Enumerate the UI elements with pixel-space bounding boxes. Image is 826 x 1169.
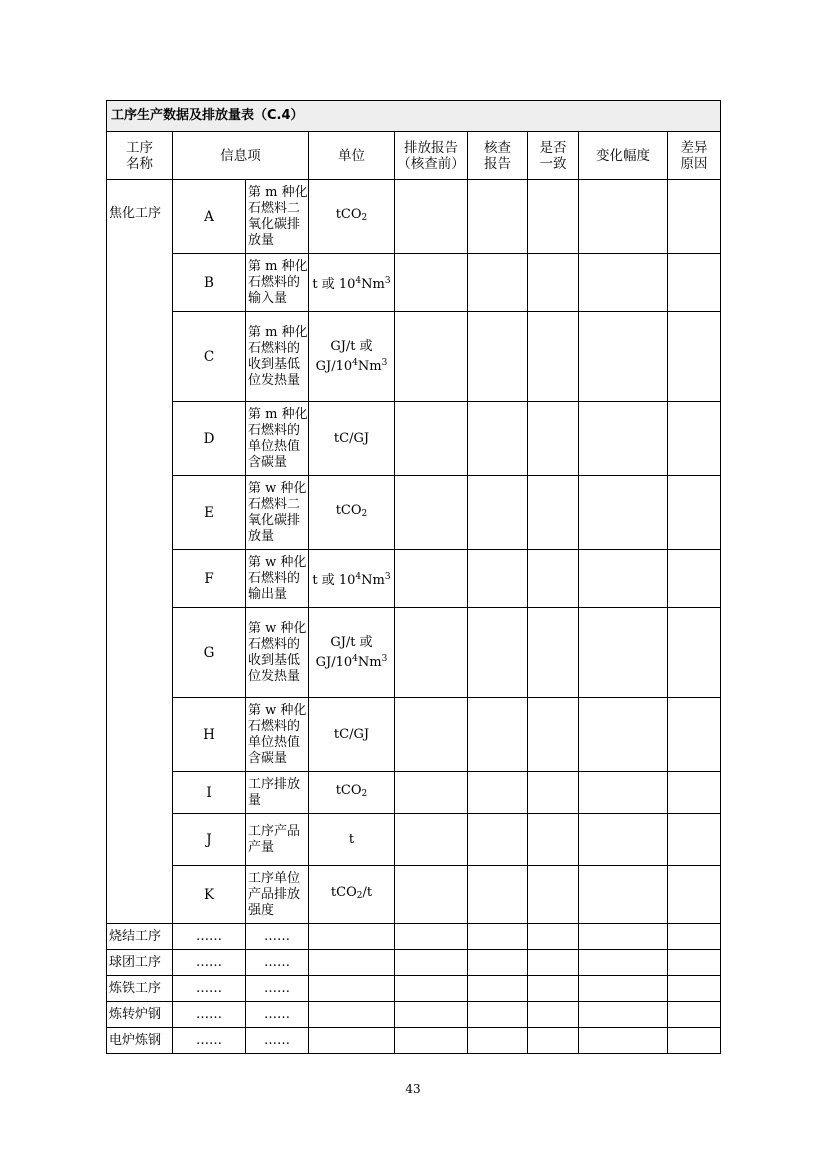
table-row xyxy=(107,550,721,608)
consistent-value-cell[interactable] xyxy=(528,180,579,254)
change-value-cell[interactable] xyxy=(579,950,668,976)
process-name-coking: 焦化工序 xyxy=(107,180,173,924)
info-unit: tC/GJ xyxy=(309,698,395,772)
change-value-cell[interactable] xyxy=(579,476,668,550)
info-unit: tCO$_2$ xyxy=(309,772,395,814)
verify-value-cell[interactable] xyxy=(468,312,528,402)
table-row xyxy=(107,814,721,866)
info-description: 工序排放量 xyxy=(246,772,309,814)
info-description: 第 w 种化石燃料的输出量 xyxy=(246,550,309,608)
info-description: 第 w 种化石燃料的单位热值含碳量 xyxy=(246,698,309,772)
info-description: 第 w 种化石燃料二氧化碳排放量 xyxy=(246,476,309,550)
reason-value-cell[interactable] xyxy=(668,476,721,550)
change-value-cell[interactable] xyxy=(579,698,668,772)
header-report-label: 排放报告 （核查前） xyxy=(397,139,465,172)
change-value-cell[interactable] xyxy=(579,924,668,950)
verify-value-cell[interactable] xyxy=(468,976,528,1002)
change-value-cell[interactable] xyxy=(579,254,668,312)
process-name: 炼转炉钢 xyxy=(107,1002,173,1028)
verify-value-cell[interactable] xyxy=(468,814,528,866)
table-row xyxy=(107,772,721,814)
process-name: 烧结工序 xyxy=(107,924,173,950)
change-value-cell[interactable] xyxy=(579,180,668,254)
verify-value-cell[interactable] xyxy=(468,476,528,550)
info-code: J xyxy=(173,814,246,866)
header-row xyxy=(107,132,721,180)
info-unit: tCO$_2$/t xyxy=(309,866,395,924)
table-row xyxy=(107,924,721,950)
change-value-cell[interactable] xyxy=(579,312,668,402)
change-value-cell[interactable] xyxy=(579,976,668,1002)
report-value-cell[interactable] xyxy=(395,180,468,254)
process-name: 球团工序 xyxy=(107,950,173,976)
reason-value-cell[interactable] xyxy=(668,924,721,950)
report-value-cell[interactable] xyxy=(395,608,468,698)
report-value-cell[interactable] xyxy=(395,1002,468,1028)
verify-value-cell[interactable] xyxy=(468,402,528,476)
header-unit: 单位 xyxy=(309,132,395,180)
header-process-label: 工序 名称 xyxy=(126,139,153,172)
table-row xyxy=(107,976,721,1002)
info-unit: tC/GJ xyxy=(309,402,395,476)
info-code: …… xyxy=(173,1002,246,1028)
reason-value-cell[interactable] xyxy=(668,608,721,698)
info-code: I xyxy=(173,772,246,814)
reason-value-cell[interactable] xyxy=(668,772,721,814)
report-value-cell[interactable] xyxy=(395,950,468,976)
info-code: …… xyxy=(173,924,246,950)
header-reason xyxy=(668,132,721,180)
header-reason-label: 差异 原因 xyxy=(680,139,708,172)
reason-value-cell[interactable] xyxy=(668,1028,721,1054)
info-description: 工序单位产品排放强度 xyxy=(246,866,309,924)
info-code: …… xyxy=(173,976,246,1002)
consistent-value-cell[interactable] xyxy=(528,402,579,476)
report-value-cell[interactable] xyxy=(395,476,468,550)
title-row xyxy=(107,101,721,132)
info-code: B xyxy=(173,254,246,312)
info-code: E xyxy=(173,476,246,550)
consistent-value-cell[interactable] xyxy=(528,772,579,814)
info-description: …… xyxy=(246,924,309,950)
info-description: …… xyxy=(246,1002,309,1028)
reason-value-cell[interactable] xyxy=(668,698,721,772)
reason-value-cell[interactable] xyxy=(668,866,721,924)
report-value-cell[interactable] xyxy=(395,976,468,1002)
verify-value-cell[interactable] xyxy=(468,254,528,312)
info-unit: t xyxy=(309,814,395,866)
reason-value-cell[interactable] xyxy=(668,950,721,976)
header-verify-label: 核查 报告 xyxy=(484,139,511,172)
consistent-value-cell[interactable] xyxy=(528,950,579,976)
unit-value-cell[interactable] xyxy=(309,1028,395,1054)
info-description: …… xyxy=(246,1028,309,1054)
unit-value-cell[interactable] xyxy=(309,950,395,976)
verify-value-cell[interactable] xyxy=(468,180,528,254)
consistent-value-cell[interactable] xyxy=(528,1002,579,1028)
verify-value-cell[interactable] xyxy=(468,1002,528,1028)
verify-value-cell[interactable] xyxy=(468,1028,528,1054)
table-row xyxy=(107,698,721,772)
info-code: A xyxy=(173,180,246,254)
reason-value-cell[interactable] xyxy=(668,550,721,608)
table-title: 工序生产数据及排放量表（C.4） xyxy=(107,101,721,132)
verify-value-cell[interactable] xyxy=(468,772,528,814)
reason-value-cell[interactable] xyxy=(668,976,721,1002)
report-value-cell[interactable] xyxy=(395,254,468,312)
unit-value-cell[interactable] xyxy=(309,976,395,1002)
report-value-cell[interactable] xyxy=(395,866,468,924)
unit-value-cell[interactable] xyxy=(309,1002,395,1028)
report-value-cell[interactable] xyxy=(395,1028,468,1054)
verify-value-cell[interactable] xyxy=(468,608,528,698)
report-value-cell[interactable] xyxy=(395,698,468,772)
consistent-value-cell[interactable] xyxy=(528,312,579,402)
table-row xyxy=(107,476,721,550)
consistent-value-cell[interactable] xyxy=(528,698,579,772)
process-name: 炼铁工序 xyxy=(107,976,173,1002)
verify-value-cell[interactable] xyxy=(468,924,528,950)
report-value-cell[interactable] xyxy=(395,312,468,402)
info-code: C xyxy=(173,312,246,402)
process-data-table xyxy=(106,100,721,1054)
consistent-value-cell[interactable] xyxy=(528,254,579,312)
info-unit: GJ/t 或 $GJ/10^4Nm^3$ xyxy=(309,608,395,698)
report-value-cell[interactable] xyxy=(395,924,468,950)
verify-value-cell[interactable] xyxy=(468,866,528,924)
header-consistent xyxy=(528,132,579,180)
table-row xyxy=(107,950,721,976)
consistent-value-cell[interactable] xyxy=(528,814,579,866)
report-value-cell[interactable] xyxy=(395,550,468,608)
info-description: 工序产品产量 xyxy=(246,814,309,866)
table-row xyxy=(107,402,721,476)
header-change: 变化幅度 xyxy=(579,132,668,180)
table-row xyxy=(107,180,721,254)
info-unit: tCO$_2$ xyxy=(309,476,395,550)
info-code: …… xyxy=(173,950,246,976)
change-value-cell[interactable] xyxy=(579,1002,668,1028)
info-description: …… xyxy=(246,976,309,1002)
info-code: G xyxy=(173,608,246,698)
info-description: 第 m 种化石燃料二氧化碳排放量 xyxy=(246,180,309,254)
info-unit: t 或 $10^4Nm^3$ xyxy=(309,550,395,608)
consistent-value-cell[interactable] xyxy=(528,924,579,950)
change-value-cell[interactable] xyxy=(579,550,668,608)
table-row xyxy=(107,312,721,402)
reason-value-cell[interactable] xyxy=(668,180,721,254)
info-code: …… xyxy=(173,1028,246,1054)
consistent-value-cell[interactable] xyxy=(528,608,579,698)
table-row xyxy=(107,1028,721,1054)
info-unit: GJ/t 或 $GJ/10^4Nm^3$ xyxy=(309,312,395,402)
reason-value-cell[interactable] xyxy=(668,312,721,402)
header-info: 信息项 xyxy=(173,132,309,180)
info-unit: tCO$_2$ xyxy=(309,180,395,254)
reason-value-cell[interactable] xyxy=(668,1002,721,1028)
header-report xyxy=(395,132,468,180)
page-number: 43 xyxy=(405,1082,421,1096)
change-value-cell[interactable] xyxy=(579,402,668,476)
info-description: 第 m 种化石燃料的收到基低位发热量 xyxy=(246,312,309,402)
info-code: F xyxy=(173,550,246,608)
verify-value-cell[interactable] xyxy=(468,550,528,608)
unit-value-cell[interactable] xyxy=(309,924,395,950)
change-value-cell[interactable] xyxy=(579,814,668,866)
report-value-cell[interactable] xyxy=(395,814,468,866)
header-process xyxy=(107,132,173,180)
consistent-value-cell[interactable] xyxy=(528,550,579,608)
table-row xyxy=(107,1002,721,1028)
verify-value-cell[interactable] xyxy=(468,950,528,976)
info-description: 第 m 种化石燃料的单位热值含碳量 xyxy=(246,402,309,476)
report-value-cell[interactable] xyxy=(395,772,468,814)
info-description: …… xyxy=(246,950,309,976)
change-value-cell[interactable] xyxy=(579,772,668,814)
verify-value-cell[interactable] xyxy=(468,698,528,772)
reason-value-cell[interactable] xyxy=(668,402,721,476)
change-value-cell[interactable] xyxy=(579,1028,668,1054)
header-verify xyxy=(468,132,528,180)
reason-value-cell[interactable] xyxy=(668,254,721,312)
consistent-value-cell[interactable] xyxy=(528,976,579,1002)
info-description: 第 m 种化石燃料的输入量 xyxy=(246,254,309,312)
process-name: 电炉炼钢 xyxy=(107,1028,173,1054)
info-code: K xyxy=(173,866,246,924)
report-value-cell[interactable] xyxy=(395,402,468,476)
table-row xyxy=(107,608,721,698)
info-code: D xyxy=(173,402,246,476)
header-consistent-label: 是否 一致 xyxy=(539,139,567,172)
consistent-value-cell[interactable] xyxy=(528,1028,579,1054)
info-unit: t 或 $10^4Nm^3$ xyxy=(309,254,395,312)
info-code: H xyxy=(173,698,246,772)
consistent-value-cell[interactable] xyxy=(528,476,579,550)
table-row xyxy=(107,254,721,312)
change-value-cell[interactable] xyxy=(579,866,668,924)
table-row xyxy=(107,866,721,924)
info-description: 第 w 种化石燃料的收到基低位发热量 xyxy=(246,608,309,698)
reason-value-cell[interactable] xyxy=(668,814,721,866)
change-value-cell[interactable] xyxy=(579,608,668,698)
consistent-value-cell[interactable] xyxy=(528,866,579,924)
